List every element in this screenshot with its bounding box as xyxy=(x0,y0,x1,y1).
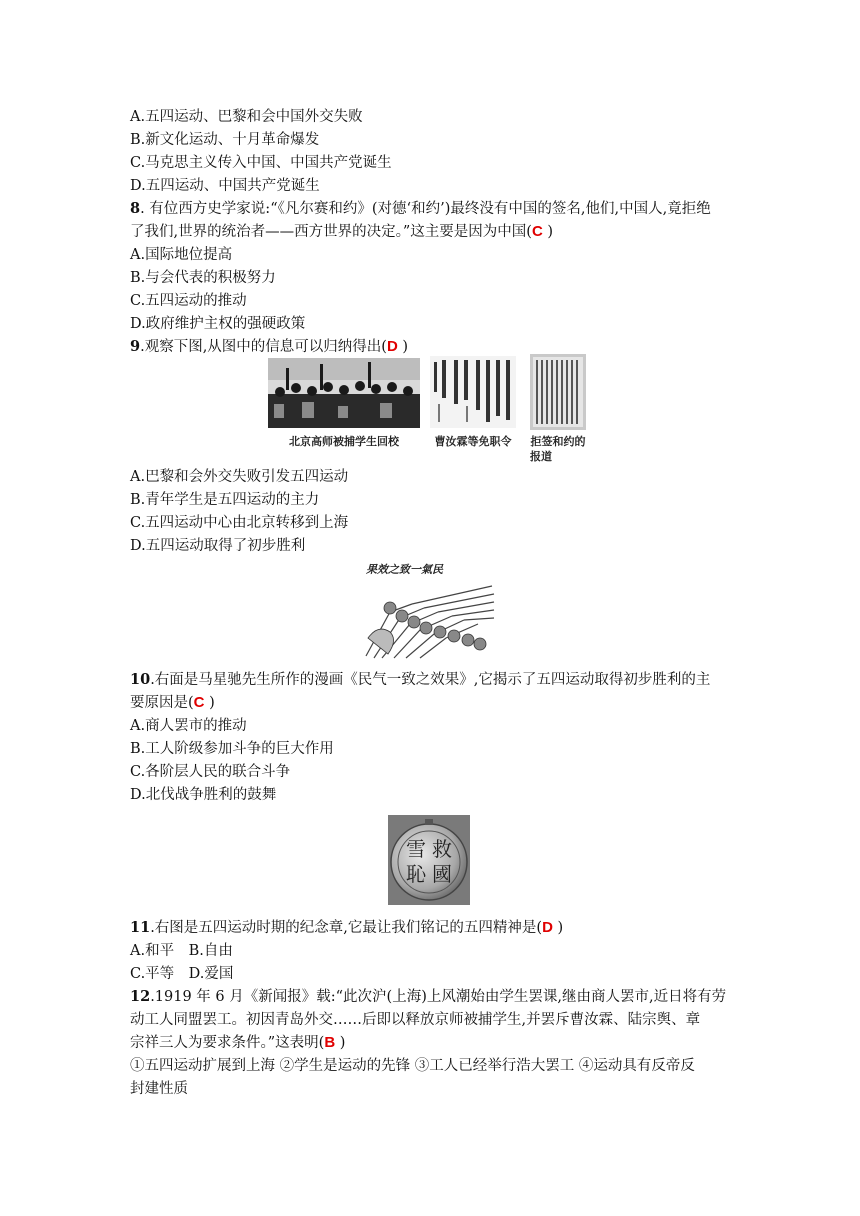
q10-option-a: A.商人罢市的推动 xyxy=(130,718,247,734)
q9-caption-1: 北京高师被捕学生回校 xyxy=(289,435,399,448)
q9-option-c: C.五四运动中心由北京转移到上海 xyxy=(130,515,349,531)
q10-option-b: B.工人阶级参加斗争的巨大作用 xyxy=(130,741,334,757)
q8-stem-line2 xyxy=(130,221,553,243)
q9-close-paren: ) xyxy=(397,339,409,355)
q7-option-b: B.新文化运动、十月革命爆发 xyxy=(130,132,320,148)
q10-stem-line2 xyxy=(130,692,215,714)
q8-option-c: C.五四运动的推动 xyxy=(130,293,247,309)
q11-close-paren: ) xyxy=(552,920,564,936)
q9-answer: D xyxy=(386,338,398,355)
q8-option-a: A.国际地位提高 xyxy=(130,247,233,263)
treaty-refusal-newspaper xyxy=(530,354,586,430)
q10-number: 10 xyxy=(130,671,151,688)
q9-option-b: B.青年学生是五四运动的主力 xyxy=(130,492,320,508)
q9-caption-4: 报道 xyxy=(530,450,552,463)
q12-stem-text-3: 宗祥三人为要求条件。”这表明( xyxy=(130,1035,325,1051)
q11-options-ab: A.和平 B.自由 xyxy=(130,943,233,959)
q11-answer: D xyxy=(542,919,553,936)
q8-answer: C xyxy=(531,223,543,240)
cartoon-illustration xyxy=(360,578,498,660)
q12-stem-text: .1919 年 6 月《新闻报》载:“此次沪(上海)上风潮始由学生罢课,继由商人罢市,近日将有劳 xyxy=(150,989,727,1005)
q12-stem-line3 xyxy=(130,1032,345,1054)
q8-stem-text-2: 了我们,世界的统治者——西方世界的决定。”这主要是因为中国( xyxy=(130,224,532,240)
q10-option-d: D.北伐战争胜利的鼓舞 xyxy=(130,787,277,803)
q8-option-d: D.政府维护主权的强硬政策 xyxy=(130,316,306,332)
q10-close-paren: ) xyxy=(204,695,215,711)
q12-close-paren: ) xyxy=(335,1035,346,1051)
q11-stem xyxy=(130,917,563,939)
q8-number: 8 xyxy=(130,200,141,217)
q10-stem-line1 xyxy=(130,669,710,691)
q11-options-cd: C.平等 D.爱国 xyxy=(130,966,234,982)
q9-option-d: D.五四运动取得了初步胜利 xyxy=(130,538,306,554)
q9-caption-3: 拒签和约的 xyxy=(530,435,586,448)
q12-answer: B xyxy=(324,1034,336,1051)
q12-items-line2: 封建性质 xyxy=(130,1081,188,1097)
students-return-photo xyxy=(268,358,420,428)
q7-option-c: C.马克思主义传入中国、中国共产党诞生 xyxy=(130,155,392,171)
q9-caption-2: 曹汝霖等免职令 xyxy=(434,435,512,448)
badge-char-1: 救 xyxy=(432,837,452,861)
q10-answer: C xyxy=(193,694,205,711)
q10-stem-text: .右面是马星驰先生所作的漫画《民气一致之效果》,它揭示了五四运动取得初步胜利的主 xyxy=(150,672,711,688)
badge-char-3: 雪 xyxy=(406,837,426,861)
badge-char-4: 恥 xyxy=(406,862,426,886)
dismissal-order-document xyxy=(430,356,516,428)
q9-option-a: A.巴黎和会外交失败引发五四运动 xyxy=(130,469,349,485)
badge-char-2: 國 xyxy=(432,862,452,886)
q11-number: 11 xyxy=(130,919,151,936)
q8-close-paren: ) xyxy=(542,224,554,240)
q7-option-a: A.五四运动、巴黎和会中国外交失败 xyxy=(130,109,363,125)
q12-number: 12 xyxy=(130,988,151,1005)
q10-option-c: C.各阶层人民的联合斗争 xyxy=(130,764,291,780)
q8-stem-line1 xyxy=(130,198,711,220)
q11-stem-text: .右图是五四运动时期的纪念章,它最让我们铭记的五四精神是( xyxy=(150,920,543,936)
q12-stem-line1 xyxy=(130,986,726,1008)
q12-stem-line2: 动工人同盟罢工。初因青岛外交……后即以释放京师被捕学生,并罢斥曹汝霖、陆宗舆、章 xyxy=(130,1012,701,1028)
q10-stem-text-2: 要原因是( xyxy=(130,695,194,711)
q9-stem-text: .观察下图,从图中的信息可以归纳得出( xyxy=(140,339,387,355)
cartoon-title: 果效之致一氣民 xyxy=(366,563,443,576)
q8-option-b: B.与会代表的积极努力 xyxy=(130,270,276,286)
q8-stem-text: . 有位西方史学家说:“《凡尔赛和约》(对德‘和约’)最终没有中国的签名,他们,中国人,竟拒绝 xyxy=(140,201,711,217)
q9-stem xyxy=(130,336,408,358)
q7-option-d: D.五四运动、中国共产党诞生 xyxy=(130,178,320,194)
q9-number: 9 xyxy=(130,338,141,355)
q12-items-line1: ①五四运动扩展到上海 ②学生是运动的先锋 ③工人已经举行浩大罢工 ④运动具有反帝反 xyxy=(130,1058,695,1074)
commemorative-badge-photo xyxy=(388,815,470,905)
